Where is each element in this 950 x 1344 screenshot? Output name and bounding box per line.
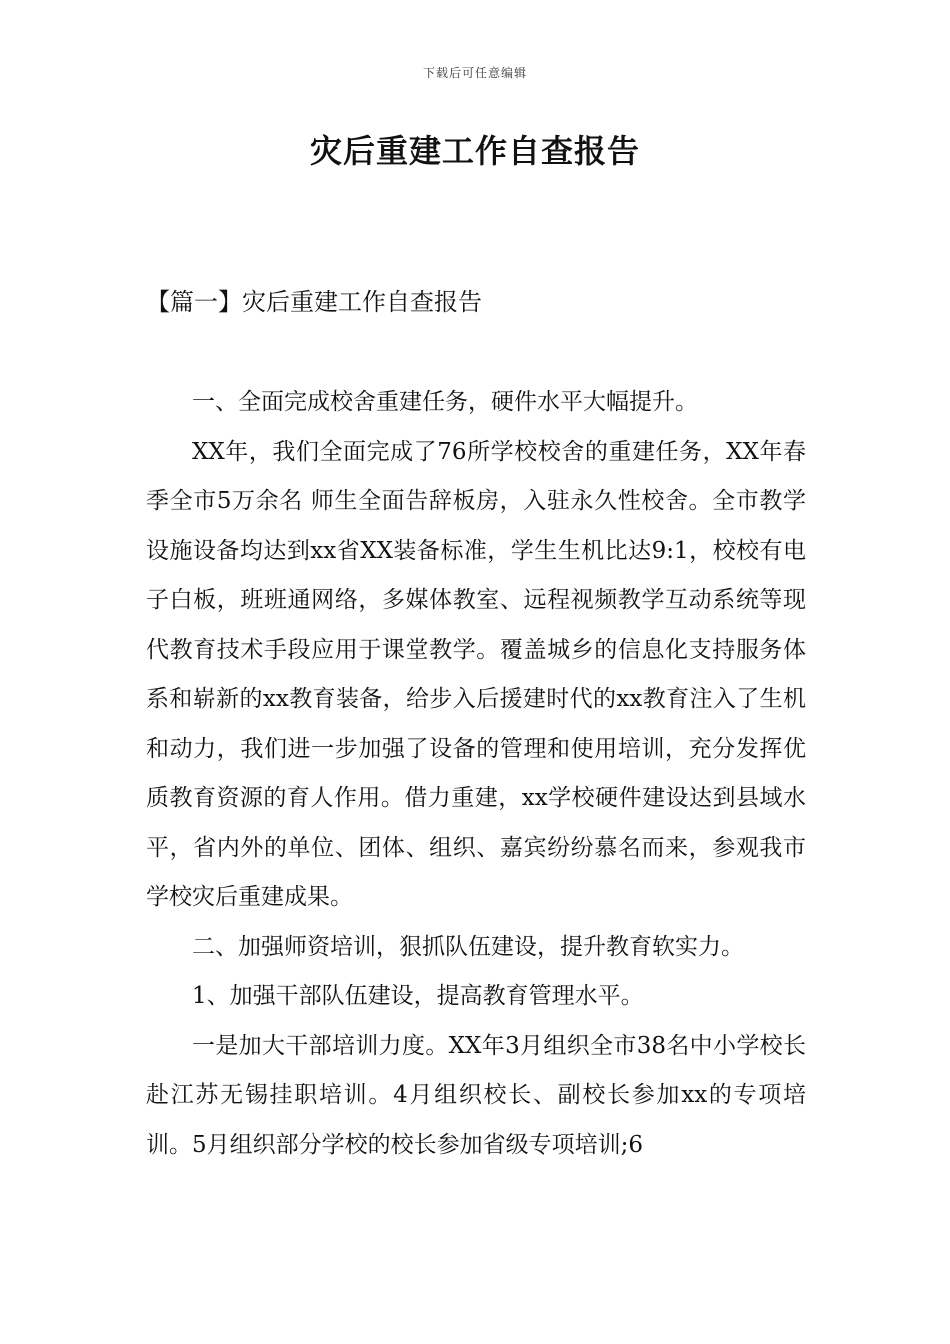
page-header-note: 下载后可任意编辑 [422,66,527,80]
paragraph-heading-2: 二、加强师资培训，狠抓队伍建设，提升教育软实力。 [192,933,744,960]
document-title: 灾后重建工作自查报告 [309,132,640,170]
paragraph-heading-1: 一、全面完成校舍重建任务，硬件水平大幅提升。 [192,389,698,415]
paragraph-subheading: 1、加强干部队伍建设，提高教育管理水平。 [192,983,644,1009]
section-heading: 【篇一】灾后重建工作自查报告 [146,288,482,316]
document-body [146,378,806,1170]
paragraph: XX年，我们全面完成了76所学校校舍的重建任务，XX年春季全市5万余名 师生全面告辞板房，入驻永久性校舍。全市教学设施设备均达到xx省XX装备标准，学生生机比达9:1，校校有电子白板，班班通网络，多媒体教室、远程视频教学互动系统等现代教育技术手段应用于课堂教学。覆盖城乡的信息化支持服务体系和崭新的xx教育装备，给步入后援建时代的xx教育注入了生机和动力，我们进一步加强了设备的管理和使用培训，充分发挥优质教育资源的育人作用。借力重建，xx学校硬件建设达到县域水平，省内外的单位、团体、组织、嘉宾纷纷慕名而来，参观我市学校灾后重建成果。 [146,438,806,910]
paragraph: 一是加大干部培训力度。XX年3月组织全市38名中小学校长赴江苏无锡挂职培训。4月组织校长、副校长参加xx的专项培训。5月组织部分学校的校长参加省级专项培训;6 [146,1032,806,1158]
